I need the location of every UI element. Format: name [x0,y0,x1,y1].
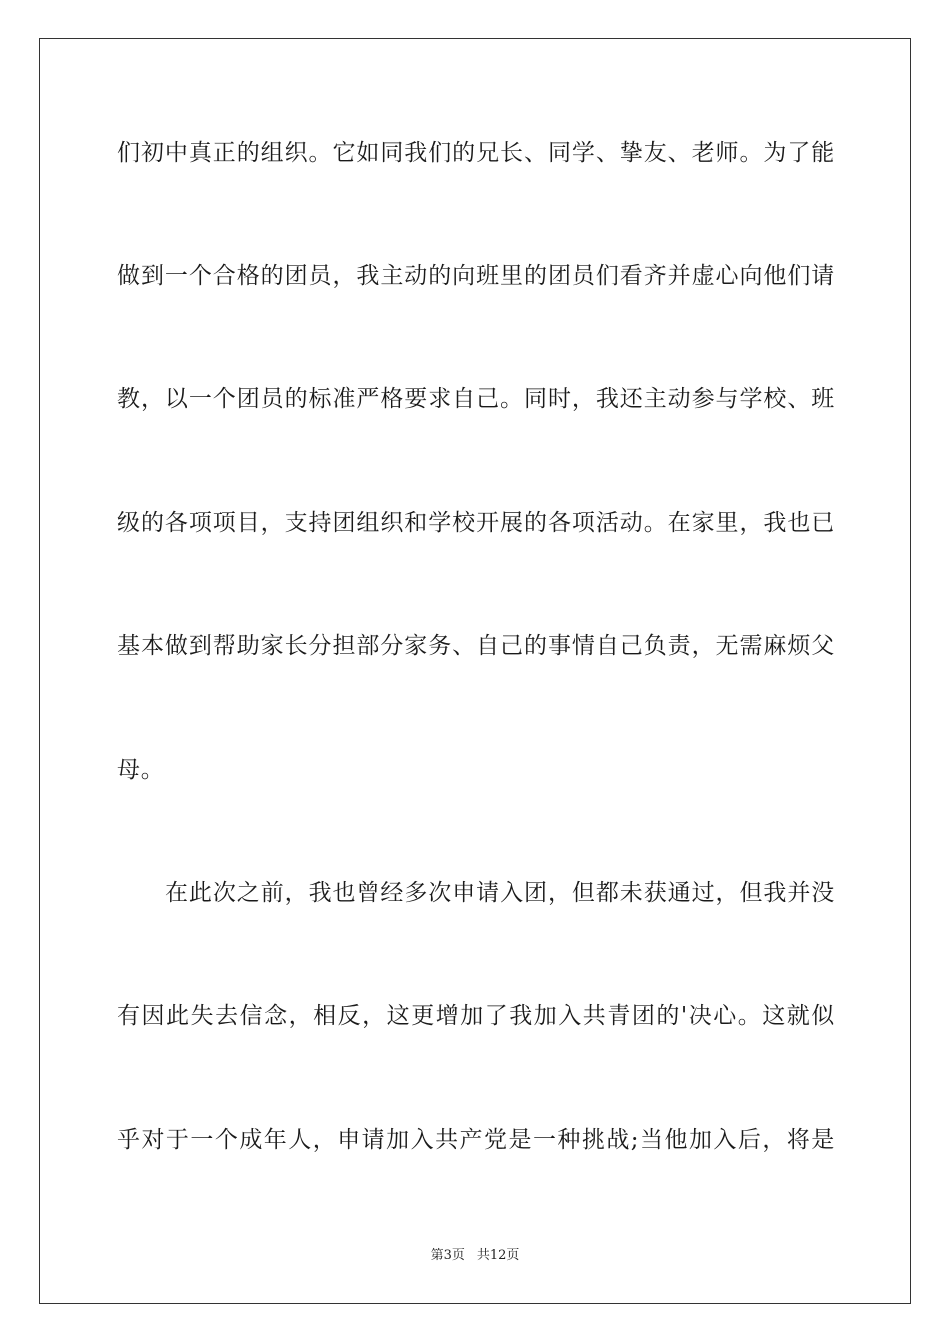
page-number: 第3页 [430,1248,465,1263]
paragraph-line: 教，以一个团员的标准严格要求自己。同时，我还主动参与学校、班 [117,386,835,412]
paragraph-line: 乎对于一个成年人，申请加入共产党是一种挑战;当他加入后，将是 [117,1127,835,1153]
page-total: 共12页 [476,1248,520,1263]
paragraph-line: 有因此失去信念，相反，这更增加了我加入共青团的'决心。这就似 [117,1003,835,1029]
paragraph-line: 在此次之前，我也曾经多次申请入团，但都未获通过，但我并没 [165,880,835,906]
paragraph-line: 母。 [117,757,165,783]
page-footer [0,1247,950,1265]
page-border [39,38,911,1304]
paragraph-line: 级的各项项目，支持团组织和学校开展的各项活动。在家里，我也已 [117,510,835,536]
paragraph-line: 基本做到帮助家长分担部分家务、自己的事情自己负责，无需麻烦父 [117,633,835,659]
paragraph-line: 做到一个合格的团员，我主动的向班里的团员们看齐并虚心向他们请 [117,263,835,289]
paragraph-line: 们初中真正的组织。它如同我们的兄长、同学、挚友、老师。为了能 [117,140,835,166]
